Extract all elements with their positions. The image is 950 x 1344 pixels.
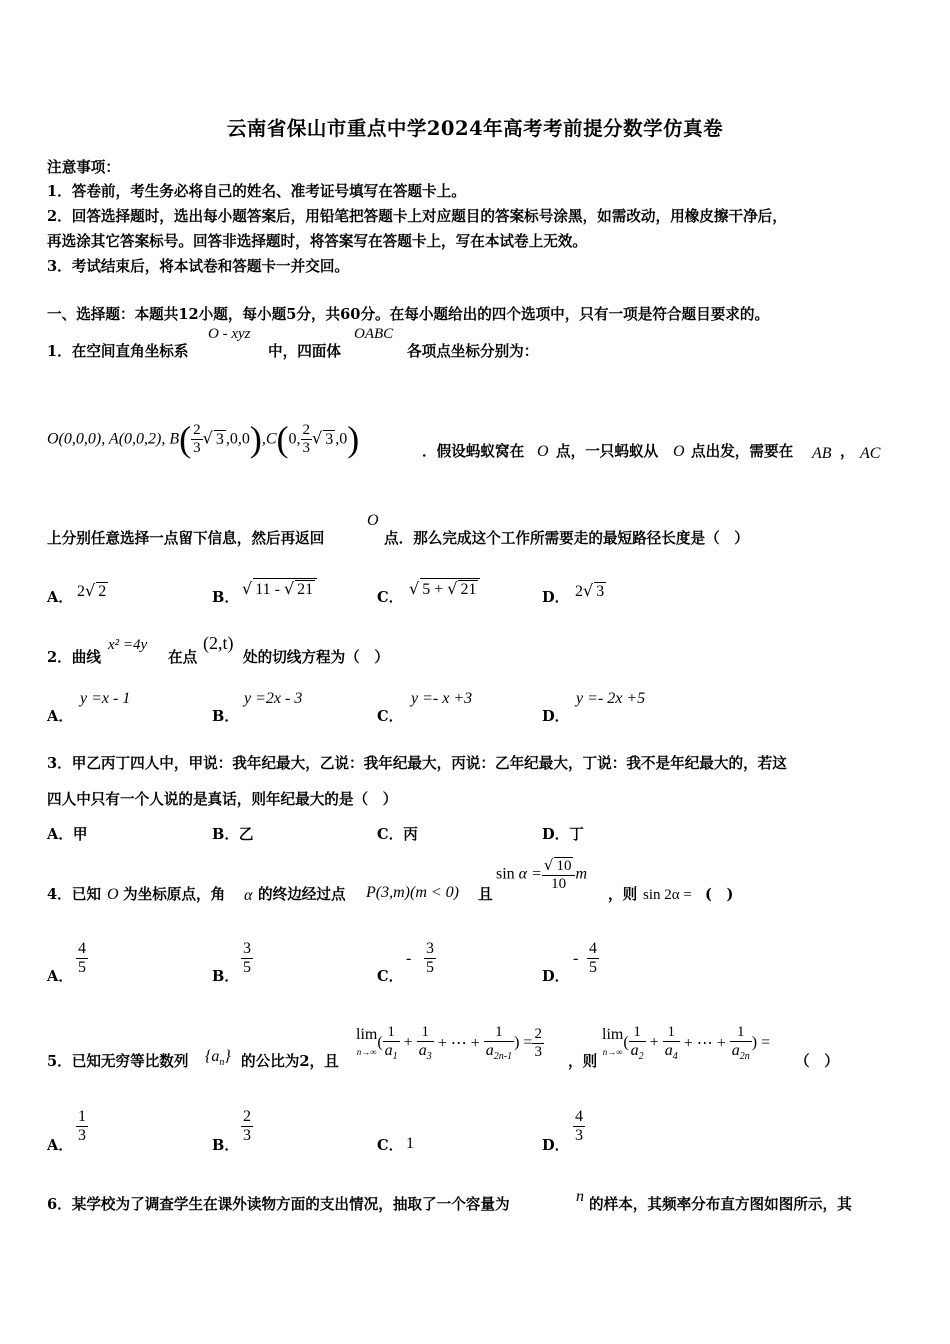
q1-option-a-label: A． <box>47 589 73 606</box>
notes-heading: 注意事项： <box>47 159 120 176</box>
note-3: 3．考试结束后，将本试卷和答题卡一并交回。 <box>47 258 350 275</box>
q2-option-c: y =- x +3 <box>411 690 473 707</box>
q5-option-b-label: B． <box>212 1137 239 1154</box>
q5-given-limit: lim n→∞( $\frac{1}{a_1}$ + $\frac{1}{a_3}$ + ⋯ + $\frac{1}{a_{2n-1}}$ ) = $\frac{2}{3}$ <box>356 1024 542 1063</box>
q1-option-c: √ 5 + √ 21 <box>409 578 480 599</box>
q5-asked-limit: lim n→∞( $\frac{1}{a_2}$ + $\frac{1}{a_4}$ + ⋯ + $\frac{1}{a_{2n}}$ ) = <box>602 1024 771 1063</box>
q1-coordinates: O(0,0,0), A(0,0,2), B( $\frac{2}{3}$ √ 3 ,0,0),C(0, $\frac{2}{3}$ √ 3 ,0) <box>47 419 360 459</box>
q2-option-a-label: A． <box>47 708 73 725</box>
q1-o-1: O <box>537 443 549 460</box>
note-2b: 再选涂其它答案标号。回答非选择题时，将答案写在答题卡上，写在本试卷上无效。 <box>47 233 587 250</box>
q2-curve: x² =4y <box>108 637 148 653</box>
q1-text-5: 点，一只蚂蚁从 <box>556 443 659 460</box>
q4-option-d-minus: - <box>573 950 579 967</box>
q1-coordinate-system: O - xyz <box>208 326 251 342</box>
q2-option-c-label: C． <box>377 708 404 725</box>
q5-text-1: 5．已知无穷等比数列 <box>47 1053 189 1070</box>
q5-option-c: 1 <box>406 1135 414 1152</box>
q2-text-2: 在点 <box>168 649 198 666</box>
q2-text-1: 2．曲线 <box>47 649 101 666</box>
q4-option-d-label: D． <box>542 968 570 985</box>
q3-option-a: A．甲 <box>47 826 88 843</box>
q1-comma: ， <box>840 443 855 460</box>
q1-ac: AC <box>860 445 881 462</box>
q5-option-c-label: C． <box>377 1137 404 1154</box>
q5-option-a: $\frac{1}{3}$ <box>78 1108 86 1144</box>
q2-option-b: y =2x - 3 <box>244 690 303 707</box>
q1-option-b-label: B． <box>212 589 239 606</box>
q3-option-d: D．丁 <box>542 826 584 843</box>
q4-alpha: α <box>244 887 253 904</box>
q1-option-d: 2√ 3 <box>575 581 605 600</box>
q2-option-d: y =- 2x +5 <box>576 690 646 707</box>
q4-expression: sin 2α = <box>643 887 692 903</box>
q1-option-a: 2√ 2 <box>77 581 107 600</box>
q1-o-3: O <box>367 512 379 529</box>
q1-option-d-label: D． <box>542 589 570 606</box>
page-title: 云南省保山市重点中学2024年高考考前提分数学仿真卷 <box>226 117 724 140</box>
q3-option-b: B．乙 <box>212 826 254 843</box>
q1-text-4: ．假设蚂蚁窝在 <box>422 443 525 460</box>
q3-text-1: 3．甲乙丙丁四人中，甲说：我年纪最大，乙说：我年纪最大，丙说：乙年纪最大，丁说：我不是年纪最大的，若这 <box>47 755 787 772</box>
q1-option-c-label: C． <box>377 589 404 606</box>
q5-option-d: $\frac{4}{3}$ <box>575 1108 583 1144</box>
q1-tetrahedron: OABC <box>354 326 394 342</box>
q5-option-d-label: D． <box>542 1137 570 1154</box>
q2-text-3: 处的切线方程为（ ） <box>243 649 389 666</box>
q5-text-2: 的公比为2，且 <box>241 1053 339 1070</box>
q6-text-2: 的样本，其频率分布直方图如图所示，其 <box>589 1196 852 1213</box>
q1-o-2: O <box>673 443 685 460</box>
q1-text-1: 1．在空间直角坐标系 <box>47 343 189 360</box>
q1-ab: AB <box>812 445 832 462</box>
q2-option-b-label: B． <box>212 708 239 725</box>
q3-option-c: C．丙 <box>377 826 418 843</box>
q5-sequence: $\{a_n\}$ <box>205 1048 231 1069</box>
q5-option-b: $\frac{2}{3}$ <box>243 1108 251 1144</box>
q4-option-d: $\frac{4}{5}$ <box>589 940 597 976</box>
q4-option-a: $\frac{4}{5}$ <box>78 940 86 976</box>
q1-option-b: √ 11 - √ 21 <box>242 578 317 599</box>
q4-text-2: 为坐标原点，角 <box>123 886 226 903</box>
q5-option-a-label: A． <box>47 1137 73 1154</box>
q3-text-2: 四人中只有一个人说的是真话，则年纪最大的是（ ） <box>47 791 398 808</box>
note-2a: 2．回答选择题时，选出每小题答案后，用铅笔把答题卡上对应题目的答案标号涂黑，如需改动，用橡皮擦干净后， <box>47 208 787 225</box>
q4-text-5: ，则 <box>608 886 638 903</box>
q1-text-8: 点．那么完成这个工作所需要走的最短路径长度是（ ） <box>384 530 749 547</box>
q1-text-7: 上分别任意选择一点留下信息，然后再返回 <box>47 530 325 547</box>
q4-condition: sin α = $\frac{√ 10}{10}$ m <box>496 856 587 892</box>
q5-text-3: ，则 <box>568 1053 598 1070</box>
q6-text-1: 6．某学校为了调查学生在课外读物方面的支出情况，抽取了一个容量为 <box>47 1196 510 1213</box>
q4-text-6: ( ) <box>705 886 734 903</box>
q5-text-4: （ ） <box>795 1053 839 1070</box>
q4-text-4: 且 <box>478 886 493 903</box>
q1-text-6: 点出发，需要在 <box>691 443 794 460</box>
q4-option-b-label: B． <box>212 968 239 985</box>
q4-option-c: $\frac{3}{5}$ <box>426 940 434 976</box>
q2-point: (2,t) <box>203 633 234 653</box>
q1-text-2: 中，四面体 <box>268 343 341 360</box>
section-heading: 一、选择题：本题共12小题，每小题5分，共60分。在每小题给出的四个选项中，只有一项是符合题目要求的。 <box>47 306 770 323</box>
q4-point: P(3,m)(m < 0) <box>366 884 459 901</box>
note-1: 1．答卷前，考生务必将自己的姓名、准考证号填写在答题卡上。 <box>47 183 466 200</box>
q1-text-3: 各项点坐标分别为： <box>407 343 539 360</box>
q4-origin: O <box>107 886 119 903</box>
q6-sample-size: n <box>576 1188 584 1205</box>
q4-option-a-label: A． <box>47 968 73 985</box>
q4-option-b: $\frac{3}{5}$ <box>243 940 251 976</box>
q4-text-1: 4．已知 <box>47 886 101 903</box>
q2-option-a: y =x - 1 <box>80 690 131 707</box>
q4-text-3: 的终边经过点 <box>258 886 346 903</box>
q4-option-c-label: C． <box>377 968 404 985</box>
q4-option-c-minus: - <box>406 950 412 967</box>
q2-option-d-label: D． <box>542 708 570 725</box>
